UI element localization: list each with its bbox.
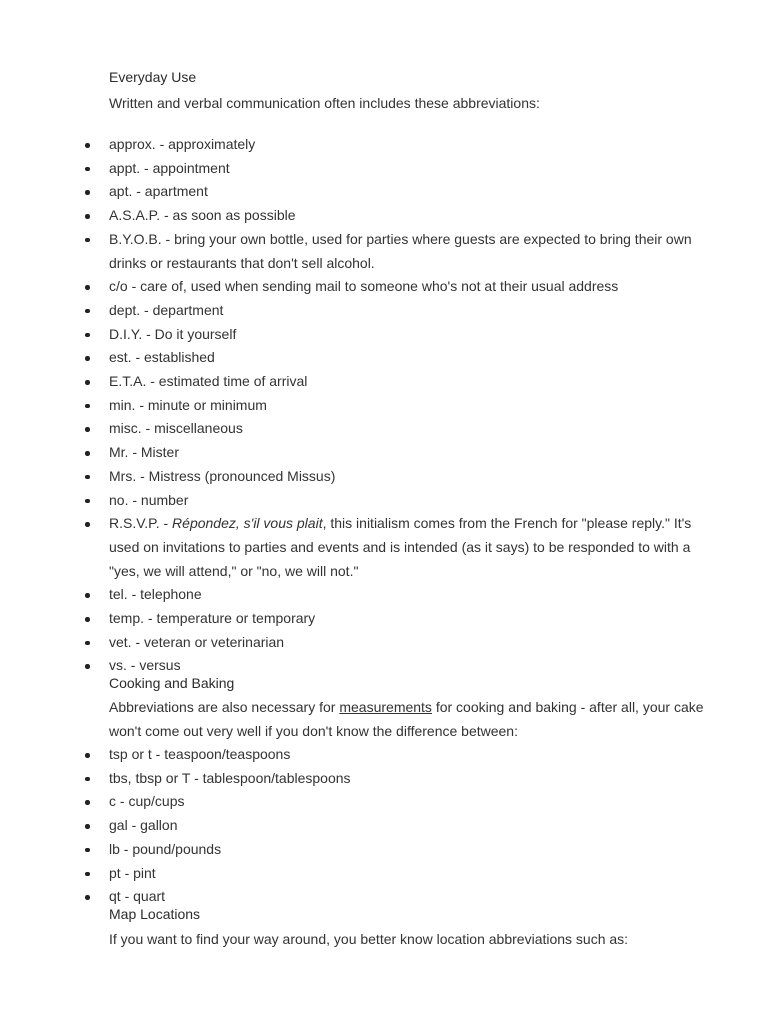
list-item: vs. - versus	[0, 654, 709, 678]
measurements-link[interactable]: measurements	[339, 699, 432, 715]
everyday-abbreviation-list	[0, 133, 768, 678]
bullet-icon	[85, 800, 90, 805]
bullet-icon	[85, 190, 90, 195]
list-item: tbs, tbsp or T - tablespoon/tablespoons	[0, 767, 709, 791]
bullet-icon	[85, 143, 90, 148]
bullet-icon	[85, 380, 90, 385]
bullet-icon	[85, 309, 90, 314]
list-item: no. - number	[0, 489, 709, 513]
list-item: Mrs. - Mistress (pronounced Missus)	[0, 465, 709, 489]
list-item: Mr. - Mister	[0, 441, 709, 465]
bullet-icon	[85, 824, 90, 829]
list-item: vet. - veteran or veterinarian	[0, 631, 709, 655]
list-item: c/o - care of, used when sending mail to someone who's not at their usual address	[0, 275, 709, 299]
heading-everyday-use: Everyday Use	[109, 69, 197, 85]
bullet-icon	[85, 167, 90, 172]
list-item: tsp or t - teaspoon/teaspoons	[0, 743, 709, 767]
bullet-icon	[85, 451, 90, 456]
cooking-abbreviation-list	[0, 743, 768, 909]
list-item: dept. - department	[0, 299, 709, 323]
bullet-icon	[85, 593, 90, 598]
bullet-icon	[85, 664, 90, 669]
bullet-icon	[85, 499, 90, 504]
list-item: gal - gallon	[0, 814, 709, 838]
bullet-icon	[85, 475, 90, 480]
list-item: apt. - apartment	[0, 180, 709, 204]
bullet-icon	[85, 872, 90, 877]
bullet-icon	[85, 641, 90, 646]
bullet-icon	[85, 522, 90, 527]
bullet-icon	[85, 404, 90, 409]
list-item: temp. - temperature or temporary	[0, 607, 709, 631]
bullet-icon	[85, 356, 90, 361]
list-item: est. - established	[0, 346, 709, 370]
list-item: E.T.A. - estimated time of arrival	[0, 370, 709, 394]
bullet-icon	[85, 427, 90, 432]
list-item: qt - quart	[0, 885, 709, 909]
bullet-icon	[85, 238, 90, 243]
bullet-icon	[85, 285, 90, 290]
list-item: appt. - appointment	[0, 157, 709, 181]
heading-cooking-and-baking: Cooking and Baking	[109, 675, 235, 691]
list-item: B.Y.O.B. - bring your own bottle, used for parties where guests are expected to bring their own drinks or restaurants that don't sell alcohol.	[0, 228, 709, 275]
list-item: min. - minute or minimum	[0, 394, 709, 418]
bullet-icon	[85, 848, 90, 853]
everyday-intro: Written and verbal communication often includes these abbreviations:	[109, 95, 540, 111]
bullet-icon	[85, 753, 90, 758]
list-item-rsvp: R.S.V.P. - Répondez, s'il vous plait, this initialism comes from the French for "please reply." It's used on invitations to parties and events and is intended (as it says) to be responded to with a "yes, we will attend," or "no, we will not."	[0, 512, 709, 583]
list-item: tel. - telephone	[0, 583, 709, 607]
bullet-icon	[85, 333, 90, 338]
list-item: A.S.A.P. - as soon as possible	[0, 204, 709, 228]
bullet-icon	[85, 777, 90, 782]
bullet-icon	[85, 895, 90, 900]
list-item: misc. - miscellaneous	[0, 417, 709, 441]
bullet-icon	[85, 617, 90, 622]
map-intro: If you want to find your way around, you better know location abbreviations such as:	[109, 931, 629, 947]
bullet-icon	[85, 214, 90, 219]
heading-map-locations: Map Locations	[109, 906, 201, 922]
cooking-intro: Abbreviations are also necessary for measurements for cooking and baking - after all, your cake won't come out very well if you don't know the difference between:	[109, 699, 704, 739]
list-item: approx. - approximately	[0, 133, 709, 157]
list-item: D.I.Y. - Do it yourself	[0, 323, 709, 347]
list-item: pt - pint	[0, 862, 709, 886]
list-item: c - cup/cups	[0, 790, 709, 814]
list-item: lb - pound/pounds	[0, 838, 709, 862]
